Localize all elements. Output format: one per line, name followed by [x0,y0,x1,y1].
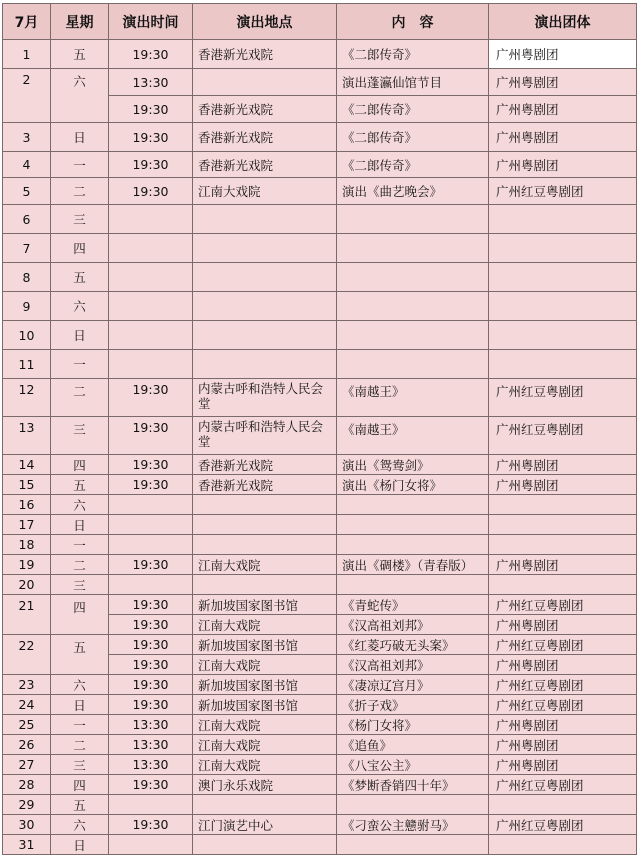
table-row [3,815,637,835]
title-cell: 《汉高祖刘邦》 [337,655,489,675]
venue-cell [193,515,337,535]
date-cell: 5 [3,178,51,205]
venue-cell [193,69,337,96]
table-row [3,178,637,205]
troupe-cell [489,321,637,350]
venue-cell [193,234,337,263]
troupe-cell: 广州粤剧团 [489,475,637,495]
troupe-cell: 广州红豆粤剧团 [489,595,637,615]
troupe-cell: 广州红豆粤剧团 [489,379,637,417]
venue-cell: 香港新光戏院 [193,152,337,178]
weekday-cell: 六 [51,815,109,835]
title-cell: 《二郎传奇》 [337,123,489,152]
time-cell: 19:30 [109,635,193,655]
weekday-cell: 日 [51,835,109,855]
table-row [3,263,637,292]
table-row [3,795,637,815]
time-cell [109,292,193,321]
venue-cell: 江南大戏院 [193,755,337,775]
weekday-cell: 一 [51,152,109,178]
title-cell: 《追鱼》 [337,735,489,755]
weekday-cell: 一 [51,535,109,555]
weekday-cell: 三 [51,417,109,455]
schedule-table [2,3,637,855]
title-cell: 《折子戏》 [337,695,489,715]
troupe-cell: 广州粤剧团 [489,69,637,96]
date-cell: 17 [3,515,51,535]
troupe-cell: 广州红豆粤剧团 [489,775,637,795]
table-row [3,350,637,379]
venue-cell [193,835,337,855]
troupe-cell: 广州粤剧团 [489,152,637,178]
time-cell [109,575,193,595]
troupe-cell: 广州粤剧团 [489,755,637,775]
time-cell: 13:30 [109,755,193,775]
time-cell: 19:30 [109,96,193,123]
table-row [3,69,637,96]
date-cell: 3 [3,123,51,152]
venue-cell: 香港新光戏院 [193,123,337,152]
weekday-cell: 五 [51,795,109,815]
time-cell [109,495,193,515]
troupe-cell [489,350,637,379]
header-venue: 演出地点 [193,4,337,40]
date-cell: 12 [3,379,51,417]
title-cell [337,535,489,555]
venue-cell: 江南大戏院 [193,178,337,205]
venue-cell: 香港新光戏院 [193,40,337,69]
time-cell [109,350,193,379]
troupe-cell: 广州红豆粤剧团 [489,815,637,835]
table-row [3,835,637,855]
title-cell [337,205,489,234]
troupe-cell: 广州粤剧团 [489,735,637,755]
time-cell [109,535,193,555]
venue-cell [193,350,337,379]
table-row [3,595,637,615]
time-cell: 19:30 [109,555,193,575]
troupe-cell: 广州粤剧团 [489,455,637,475]
title-cell [337,350,489,379]
venue-cell: 新加坡国家图书馆 [193,635,337,655]
date-cell: 30 [3,815,51,835]
time-cell [109,835,193,855]
table-row [3,535,637,555]
time-cell: 19:30 [109,695,193,715]
weekday-cell: 五 [51,475,109,495]
time-cell: 19:30 [109,379,193,417]
time-cell: 19:30 [109,40,193,69]
weekday-cell: 日 [51,123,109,152]
weekday-cell: 二 [51,735,109,755]
venue-cell: 江南大戏院 [193,735,337,755]
troupe-cell [489,495,637,515]
title-cell [337,515,489,535]
weekday-cell: 六 [51,69,109,123]
date-cell: 4 [3,152,51,178]
table-row [3,715,637,735]
title-cell: 《青蛇传》 [337,595,489,615]
table-row [3,152,637,178]
date-cell: 22 [3,635,51,675]
date-cell: 19 [3,555,51,575]
date-cell: 10 [3,321,51,350]
venue-cell [193,575,337,595]
date-cell: 11 [3,350,51,379]
title-cell: 演出蓬瀛仙馆节目 [337,69,489,96]
troupe-cell [489,234,637,263]
weekday-cell: 四 [51,595,109,635]
weekday-cell: 一 [51,350,109,379]
time-cell [109,263,193,292]
title-cell: 演出《杨门女将》 [337,475,489,495]
time-cell: 19:30 [109,417,193,455]
table-row [3,495,637,515]
header-weekday: 星期 [51,4,109,40]
date-cell: 7 [3,234,51,263]
title-cell: 《刁蛮公主戆驸马》 [337,815,489,835]
venue-cell: 香港新光戏院 [193,475,337,495]
title-cell: 《梦断香销四十年》 [337,775,489,795]
troupe-cell [489,205,637,234]
date-cell: 13 [3,417,51,455]
troupe-cell: 广州红豆粤剧团 [489,695,637,715]
time-cell [109,234,193,263]
weekday-cell: 二 [51,555,109,575]
troupe-cell: 广州粤剧团 [489,655,637,675]
title-cell [337,234,489,263]
table-row [3,292,637,321]
time-cell [109,205,193,234]
table-row [3,379,637,417]
venue-cell: 江南大戏院 [193,555,337,575]
date-cell: 15 [3,475,51,495]
header-row [3,4,637,40]
date-cell: 25 [3,715,51,735]
time-cell: 13:30 [109,735,193,755]
date-cell: 6 [3,205,51,234]
troupe-cell: 广州红豆粤剧团 [489,675,637,695]
title-cell [337,495,489,515]
weekday-cell: 六 [51,675,109,695]
header-content: 内 容 [337,4,489,40]
date-cell: 1 [3,40,51,69]
weekday-cell: 日 [51,515,109,535]
troupe-cell [489,795,637,815]
title-cell [337,575,489,595]
date-cell: 24 [3,695,51,715]
venue-cell: 香港新光戏院 [193,96,337,123]
title-cell: 演出《鸳鸯剑》 [337,455,489,475]
header-date: 7月 [3,4,51,40]
venue-cell: 内蒙古呼和浩特人民会堂 [193,417,337,455]
venue-cell: 香港新光戏院 [193,455,337,475]
venue-cell: 内蒙古呼和浩特人民会堂 [193,379,337,417]
troupe-cell [489,515,637,535]
date-cell: 27 [3,755,51,775]
troupe-cell: 广州粤剧团 [489,615,637,635]
date-cell: 23 [3,675,51,695]
table-row [3,695,637,715]
date-cell: 20 [3,575,51,595]
weekday-cell: 三 [51,205,109,234]
venue-cell: 江南大戏院 [193,715,337,735]
venue-cell [193,321,337,350]
troupe-cell [489,263,637,292]
title-cell: 《凄凉辽宫月》 [337,675,489,695]
title-cell: 《八宝公主》 [337,755,489,775]
title-cell: 《南越王》 [337,417,489,455]
header-troupe: 演出团体 [489,4,637,40]
weekday-cell: 二 [51,379,109,417]
table-row [3,775,637,795]
table-row [3,455,637,475]
table-row [3,321,637,350]
table-row [3,735,637,755]
weekday-cell: 三 [51,575,109,595]
table-row [3,40,637,69]
time-cell: 13:30 [109,69,193,96]
troupe-cell: 广州粤剧团 [489,123,637,152]
table-row [3,515,637,535]
weekday-cell: 五 [51,263,109,292]
header-time: 演出时间 [109,4,193,40]
table-row [3,755,637,775]
title-cell: 演出《碉楼》（青春版） [337,555,489,575]
venue-cell: 新加坡国家图书馆 [193,595,337,615]
troupe-cell [489,292,637,321]
date-cell: 26 [3,735,51,755]
weekday-cell: 日 [51,695,109,715]
troupe-cell: 广州粤剧团 [489,715,637,735]
time-cell: 19:30 [109,655,193,675]
date-cell: 2 [3,69,51,123]
weekday-cell: 三 [51,755,109,775]
weekday-cell: 四 [51,455,109,475]
title-cell [337,321,489,350]
table-row [3,635,637,655]
date-cell: 28 [3,775,51,795]
date-cell: 16 [3,495,51,515]
troupe-cell [489,535,637,555]
table-row [3,575,637,595]
table-row [3,555,637,575]
venue-cell: 江门演艺中心 [193,815,337,835]
troupe-cell [489,835,637,855]
troupe-cell: 广州粤剧团 [489,40,637,69]
venue-cell: 江南大戏院 [193,615,337,635]
venue-cell [193,263,337,292]
title-cell: 《二郎传奇》 [337,40,489,69]
title-cell: 演出《曲艺晚会》 [337,178,489,205]
venue-cell [193,495,337,515]
date-cell: 21 [3,595,51,635]
schedule-body [3,40,637,855]
date-cell: 31 [3,835,51,855]
title-cell: 《二郎传奇》 [337,152,489,178]
time-cell: 19:30 [109,615,193,635]
date-cell: 14 [3,455,51,475]
venue-cell: 江南大戏院 [193,655,337,675]
time-cell [109,515,193,535]
time-cell [109,795,193,815]
troupe-cell: 广州粤剧团 [489,555,637,575]
time-cell: 19:30 [109,178,193,205]
venue-cell: 新加坡国家图书馆 [193,695,337,715]
table-row [3,205,637,234]
venue-cell [193,795,337,815]
date-cell: 9 [3,292,51,321]
table-row [3,675,637,695]
time-cell [109,321,193,350]
weekday-cell: 一 [51,715,109,735]
venue-cell [193,292,337,321]
date-cell: 18 [3,535,51,555]
weekday-cell: 日 [51,321,109,350]
troupe-cell: 广州红豆粤剧团 [489,635,637,655]
weekday-cell: 二 [51,178,109,205]
title-cell: 《汉高祖刘邦》 [337,615,489,635]
title-cell [337,795,489,815]
venue-cell: 澳门永乐戏院 [193,775,337,795]
table-row [3,123,637,152]
venue-cell: 新加坡国家图书馆 [193,675,337,695]
time-cell: 19:30 [109,675,193,695]
time-cell: 19:30 [109,152,193,178]
title-cell: 《二郎传奇》 [337,96,489,123]
venue-cell [193,205,337,234]
date-cell: 8 [3,263,51,292]
weekday-cell: 四 [51,234,109,263]
time-cell: 19:30 [109,775,193,795]
time-cell: 19:30 [109,815,193,835]
title-cell: 《杨门女将》 [337,715,489,735]
table-row [3,475,637,495]
weekday-cell: 四 [51,775,109,795]
table-row [3,234,637,263]
title-cell: 《红菱巧破无头案》 [337,635,489,655]
weekday-cell: 六 [51,495,109,515]
troupe-cell: 广州红豆粤剧团 [489,417,637,455]
time-cell: 19:30 [109,475,193,495]
time-cell: 13:30 [109,715,193,735]
date-cell: 29 [3,795,51,815]
time-cell: 19:30 [109,123,193,152]
troupe-cell: 广州粤剧团 [489,96,637,123]
title-cell [337,292,489,321]
time-cell: 19:30 [109,455,193,475]
weekday-cell: 五 [51,40,109,69]
title-cell [337,263,489,292]
troupe-cell [489,575,637,595]
title-cell [337,835,489,855]
venue-cell [193,535,337,555]
title-cell: 《南越王》 [337,379,489,417]
table-row [3,417,637,455]
weekday-cell: 五 [51,635,109,675]
weekday-cell: 六 [51,292,109,321]
troupe-cell: 广州红豆粤剧团 [489,178,637,205]
time-cell: 19:30 [109,595,193,615]
